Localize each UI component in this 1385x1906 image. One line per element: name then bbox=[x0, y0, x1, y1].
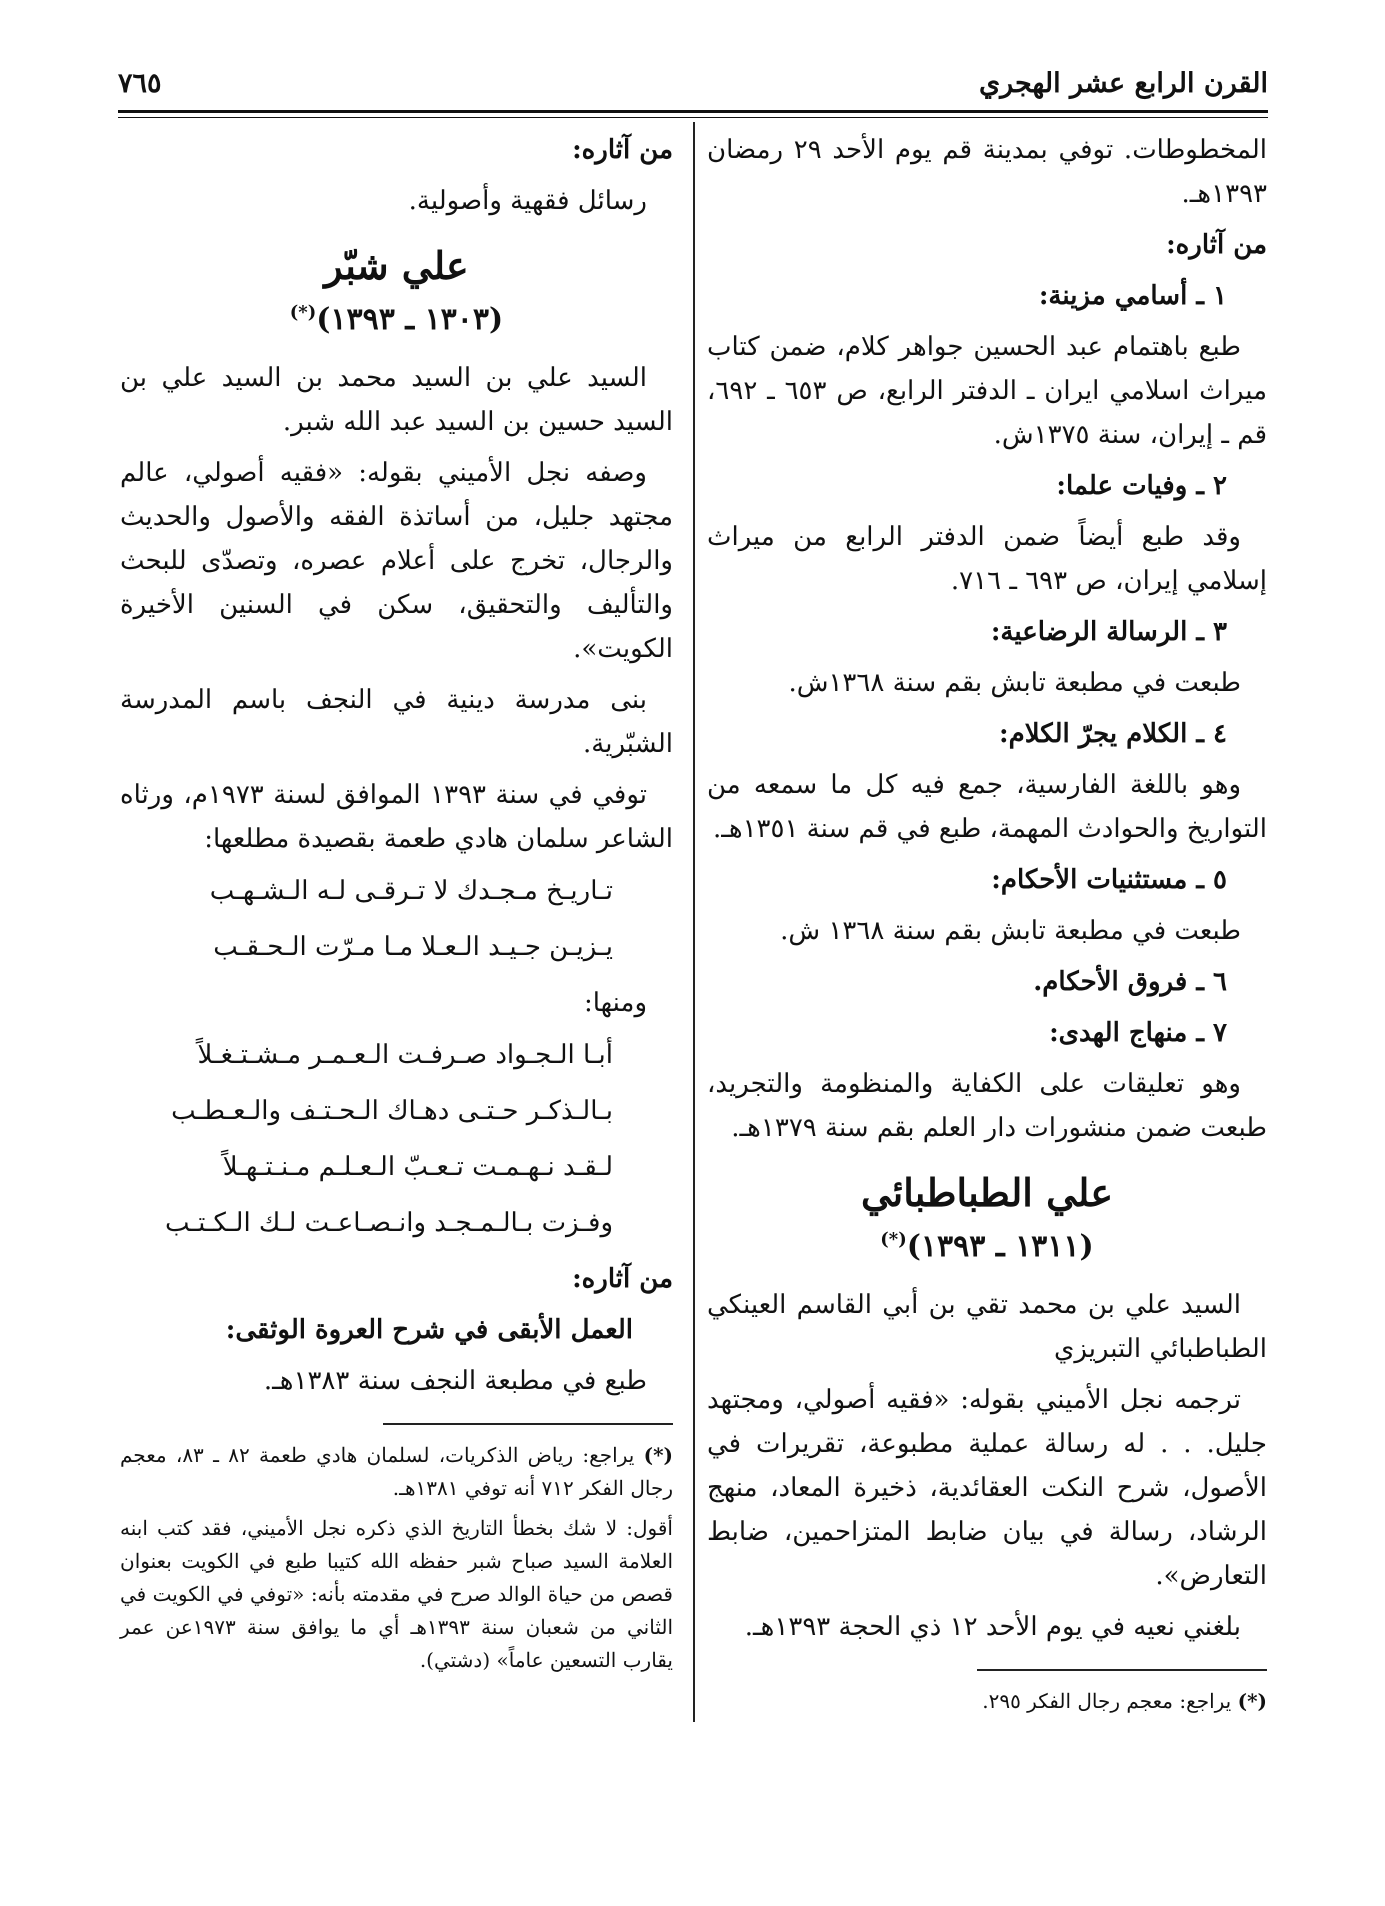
running-title: القرن الرابع عشر الهجري bbox=[978, 68, 1268, 99]
bio-paragraph: السيد علي بن محمد تقي بن أبي القاسم العينكي الطباطبائي التبريزي bbox=[707, 1290, 1267, 1364]
verse-hemistich: تـاريـخ مـجـدك لا تـرقـى لـه الـشـهـب bbox=[209, 876, 613, 906]
bio-paragraph: وصفه نجل الأميني بقوله: «فقيه أصولي، عالم مجتهد جليل، من أساتذة الفقه والأصول والحديث والرجال، تخرج على أعلام عصره، وتصدّى للبحث والتأليف والتحقيق، سكن في السنين الأخيرة الكويت». bbox=[120, 458, 673, 664]
left-column bbox=[120, 128, 673, 1684]
footnote-rule bbox=[383, 1423, 673, 1425]
footnote-marker: (*) bbox=[880, 1229, 907, 1250]
work-title: ١ ـ أسامي مزينة: bbox=[1038, 281, 1227, 311]
works-heading: من آثاره: bbox=[572, 135, 673, 165]
entry-name: علي شبّر bbox=[324, 243, 469, 288]
continuation-text: المخطوطات. توفي بمدينة قم يوم الأحد ٢٩ رمضان ١٣٩٣هـ. bbox=[707, 135, 1268, 209]
verse-hemistich: أبـا الـجـواد صـرفـت الـعـمـر مـشـتـغـلاً bbox=[197, 1040, 613, 1070]
works-heading: من آثاره: bbox=[572, 1264, 673, 1294]
entry-dates bbox=[707, 1218, 1267, 1269]
bio-paragraph: بنى مدرسة دينية في النجف باسم المدرسة الشبّرية. bbox=[120, 685, 673, 759]
work-desc: وقد طبع أيضاً ضمن الدفتر الرابع من ميراث إسلامي إيران، ص ٦٩٣ ـ ٧١٦. bbox=[707, 522, 1267, 596]
work-desc: وهو تعليقات على الكفاية والمنظومة والتجريد، طبعت ضمن منشورات دار العلم بقم سنة ١٣٧٩هـ. bbox=[707, 1069, 1267, 1143]
work-title: ٣ ـ الرسالة الرضاعية: bbox=[990, 617, 1227, 647]
footnote bbox=[120, 1439, 673, 1505]
work-title: ٢ ـ وفيات علما: bbox=[1056, 471, 1227, 501]
footnote-marker: (*) bbox=[289, 302, 317, 323]
entry-dates-text: (١٣١١ ـ ١٣٩٣) bbox=[906, 1229, 1094, 1264]
verse-hemistich: وفـزت بـالـمـجـد وانـصـاعـت لـك الـكـتـب bbox=[164, 1208, 613, 1238]
column-divider bbox=[693, 122, 695, 1722]
footnote-text: يراجع: رياض الذكريات، لسلمان هادي طعمة ٨٢ ـ ٨٣، معجم رجال الفكر ٧١٢ أنه توفي ١٣٨١هـ. bbox=[120, 1443, 673, 1500]
works-line: رسائل فقهية وأصولية. bbox=[408, 186, 647, 216]
verse-hemistich: لـقـد نـهـمـت تـعـبّ الـعـلـم مـنـتـهـلاً bbox=[222, 1152, 613, 1182]
footnote-mark: (*) bbox=[643, 1443, 673, 1467]
right-column bbox=[707, 128, 1267, 1725]
bio-paragraph: توفي في سنة ١٣٩٣ الموافق لسنة ١٩٧٣م، ورثاه الشاعر سلمان هادي طعمة بقصيدة مطلعها: bbox=[120, 780, 673, 854]
header-rule-thin bbox=[118, 117, 1268, 118]
work-desc: طبعت في مطبعة تابش بقم سنة ١٣٦٨ش. bbox=[788, 668, 1241, 698]
work-desc: طبع في مطبعة النجف سنة ١٣٨٣هـ. bbox=[263, 1366, 647, 1396]
page-number: ٧٦٥ bbox=[118, 68, 162, 99]
verse-hemistich: يـزيـن جـيـد الـعـلا مـا مـرّت الـحـقـب bbox=[213, 932, 613, 962]
bio-paragraph: بلغني نعيه في يوم الأحد ١٢ ذي الحجة ١٣٩٣هـ. bbox=[744, 1612, 1241, 1642]
entry-dates-text: (١٣٠٣ ـ ١٣٩٣) bbox=[316, 302, 504, 337]
work-desc: طبع باهتمام عبد الحسين جواهر كلام، ضمن كتاب ميراث اسلامي ايران ـ الدفتر الرابع، ص ٦٥٣ ـ ٦٩٢، قم ـ إيران، سنة ١٣٧٥ش. bbox=[707, 332, 1267, 450]
verse-hemistich: بـالـذكـر حـتـى دهـاك الـحـتـف والـعـطـب bbox=[171, 1096, 613, 1126]
footnote-text: يراجع: معجم رجال الفكر ٢٩٥. bbox=[982, 1689, 1232, 1713]
footnote-mark: (*) bbox=[1237, 1689, 1267, 1713]
bio-paragraph: ترجمه نجل الأميني بقوله: «فقيه أصولي، ومجتهد جليل. . . له رسالة عملية مطبوعة، تقريرات في الأصول، شرح النكت العقائدية، ذخيرة المعاد، منهج الرشاد، رسالة في بيان ضابط المتزاحمين، ضابط التعارض». bbox=[707, 1385, 1267, 1591]
footnote-continuation: أقول: لا شك بخطأ التاريخ الذي ذكره نجل الأميني، فقد كتب ابنه العلامة السيد صباح شبر حفظه الله كتيبا طبع في الكويت بعنوان قصص من حياة الوالد صرح في مقدمته بأنه: «توفي في الكويت في الثاني من شعبان سنة ١٣٩٣هـ أي ما يوافق سنة ١٩٧٣عن عمر يقارب التسعين عاماً» (دشتي). bbox=[120, 1516, 673, 1672]
footnote-rule bbox=[977, 1669, 1267, 1671]
footnote bbox=[707, 1685, 1267, 1718]
works-heading: من آثاره: bbox=[1166, 230, 1267, 260]
running-header bbox=[118, 68, 1268, 108]
work-title: ٥ ـ مستثنيات الأحكام: bbox=[991, 865, 1227, 895]
verse-intro: ومنها: bbox=[584, 988, 647, 1018]
work-desc: وهو باللغة الفارسية، جمع فيه كل ما سمعه من التواريخ والحوادث المهمة، طبع في قم سنة ١٣٥١هـ. bbox=[707, 770, 1267, 844]
work-title: العمل الأبقى في شرح العروة الوثقى: bbox=[225, 1315, 633, 1345]
header-rule bbox=[118, 110, 1268, 113]
work-title: ٧ ـ منهاج الهدى: bbox=[1049, 1018, 1227, 1048]
entry-name: علي الطباطبائي bbox=[860, 1170, 1114, 1215]
bio-paragraph: السيد علي بن السيد محمد بن السيد علي بن السيد حسين بن السيد عبد الله شبر. bbox=[120, 363, 673, 437]
entry-dates bbox=[120, 291, 673, 342]
work-title: ٤ ـ الكلام يجرّ الكلام: bbox=[999, 719, 1227, 749]
work-desc: طبعت في مطبعة تابش بقم سنة ١٣٦٨ ش. bbox=[780, 916, 1241, 946]
work-title: ٦ ـ فروق الأحكام. bbox=[1033, 967, 1227, 997]
